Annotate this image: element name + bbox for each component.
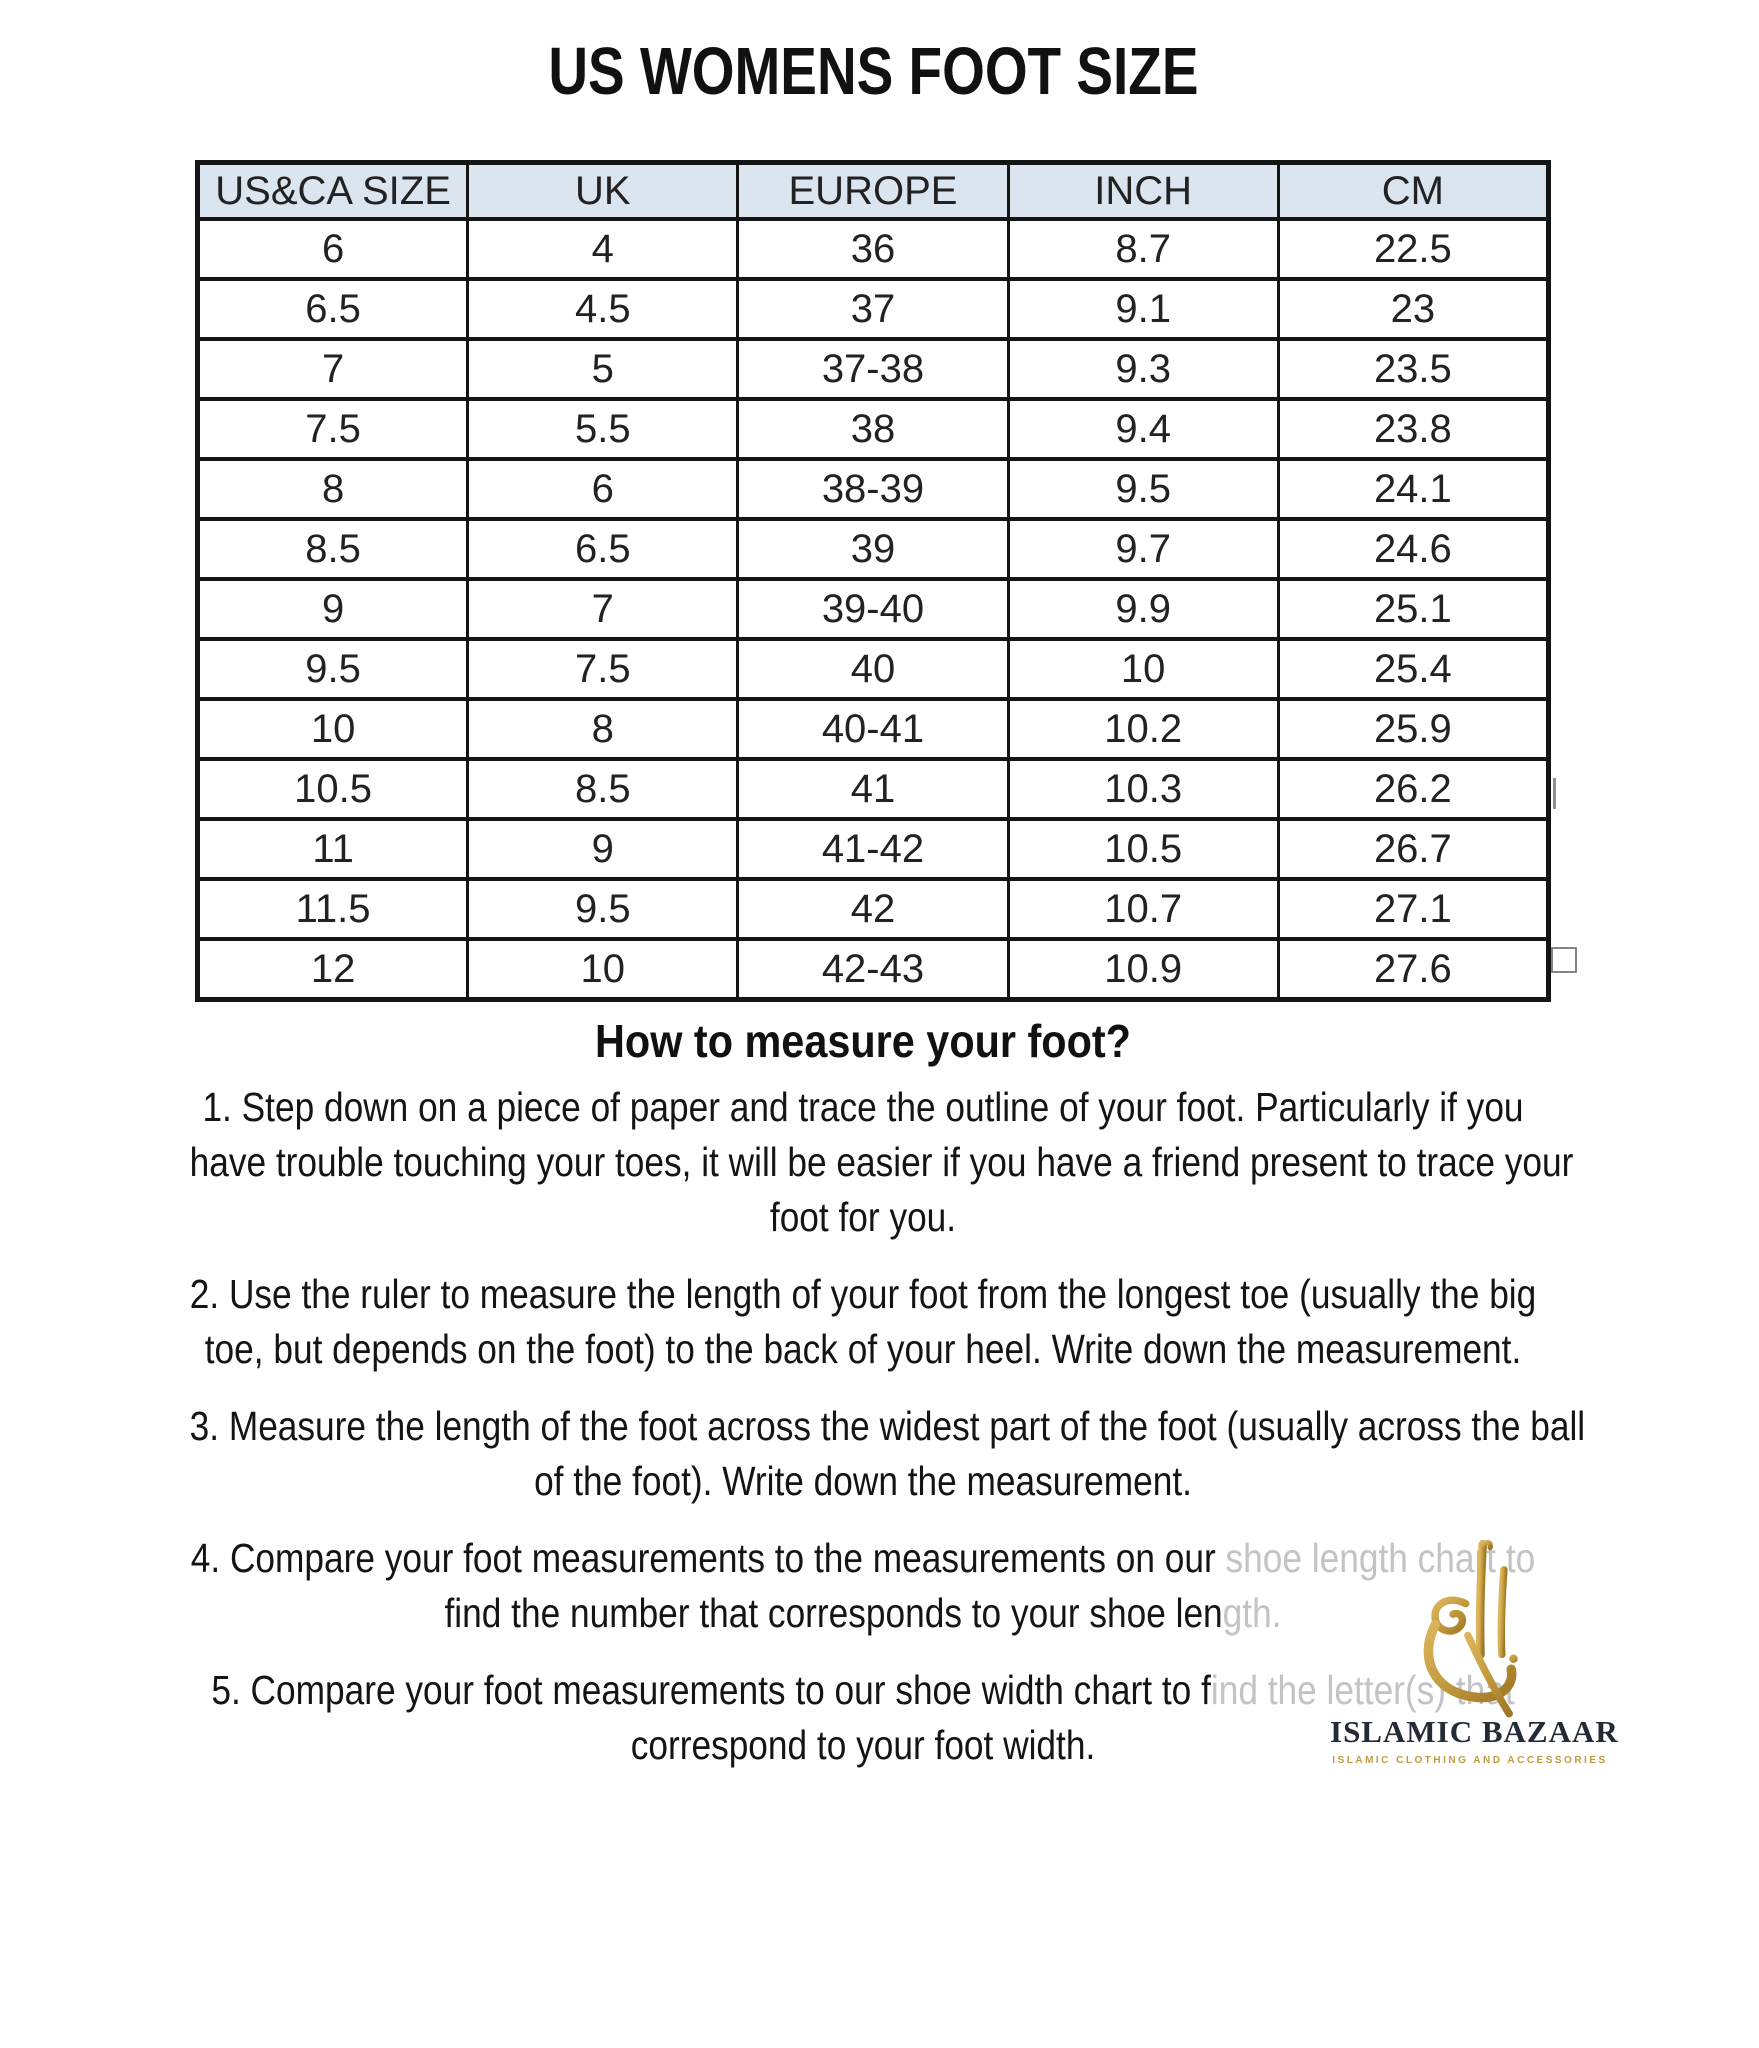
size-table-cell: 23.5 xyxy=(1278,339,1548,399)
size-table-cell: 5.5 xyxy=(468,399,738,459)
arabic-calligraphy-icon xyxy=(1405,1538,1535,1718)
page-title-text: US WOMENS FOOT SIZE xyxy=(547,34,1199,109)
size-table-cell: 9.5 xyxy=(1008,459,1278,519)
size-table-cell: 7 xyxy=(468,579,738,639)
size-table-row xyxy=(198,939,1549,1000)
size-table-cell: 11.5 xyxy=(198,879,468,939)
size-table-cell: 9.1 xyxy=(1008,279,1278,339)
size-table-cell: 25.9 xyxy=(1278,699,1548,759)
size-table-cell: 10.3 xyxy=(1008,759,1278,819)
size-table-row xyxy=(198,339,1549,399)
instruction-text-faded: shoe length chart to xyxy=(1225,1535,1536,1581)
size-table-row xyxy=(198,639,1549,699)
size-table-cell: 25.1 xyxy=(1278,579,1548,639)
brand-tagline: ISLAMIC CLOTHING AND ACCESSORIES xyxy=(1332,1755,1608,1766)
size-table-cell: 40 xyxy=(738,639,1008,699)
instruction-line xyxy=(189,1399,1586,1454)
size-table-head xyxy=(198,163,1549,220)
size-table-cell: 9.9 xyxy=(1008,579,1278,639)
size-table-cell: 10 xyxy=(1008,639,1278,699)
size-table-cell: 8 xyxy=(468,699,738,759)
instruction-line xyxy=(190,1454,1537,1509)
instruction-text: find the number that corresponds to your shoe len xyxy=(444,1590,1223,1636)
size-table-cell: 9.5 xyxy=(198,639,468,699)
size-table-row xyxy=(198,879,1549,939)
size-table-cell: 8 xyxy=(198,459,468,519)
instruction-text: 2. Use the ruler to measure the length of your foot from the longest toe (usually the big xyxy=(189,1271,1537,1317)
size-table-cell: 40-41 xyxy=(738,699,1008,759)
size-table-row xyxy=(198,759,1549,819)
size-table-cell: 7.5 xyxy=(198,399,468,459)
instruction-line xyxy=(190,1080,1537,1135)
size-table-header-row xyxy=(198,163,1549,220)
size-table-row xyxy=(198,519,1549,579)
size-table-cell: 7.5 xyxy=(468,639,738,699)
size-table-cell: 23 xyxy=(1278,279,1548,339)
brand-name: ISLAMIC BAZAAR xyxy=(1330,1714,1619,1749)
size-table-cell: 5 xyxy=(468,339,738,399)
size-conversion-table xyxy=(195,160,1551,1002)
size-table-cell: 8.5 xyxy=(198,519,468,579)
text-cursor-artifact xyxy=(1553,778,1556,809)
instruction-line xyxy=(190,1190,1537,1245)
size-table-header-cell: CM xyxy=(1278,163,1548,220)
size-table-cell: 6.5 xyxy=(198,279,468,339)
size-table-cell: 23.8 xyxy=(1278,399,1548,459)
resize-handle-artifact xyxy=(1551,947,1577,973)
instruction-text: foot for you. xyxy=(769,1194,957,1240)
size-table-cell: 39 xyxy=(738,519,1008,579)
instruction-text-faded: ind the letter(s) that xyxy=(1210,1667,1515,1713)
size-table-cell: 10.9 xyxy=(1008,939,1278,1000)
page-title xyxy=(195,36,1551,108)
size-table-cell: 9.7 xyxy=(1008,519,1278,579)
size-table-cell: 37-38 xyxy=(738,339,1008,399)
size-table-cell: 26.2 xyxy=(1278,759,1548,819)
size-table-row xyxy=(198,819,1549,879)
instruction-text: toe, but depends on the foot) to the back of your heel. Write down the measurement. xyxy=(204,1326,1522,1372)
instruction-text: 1. Step down on a piece of paper and trace the outline of your foot. Particularly if you xyxy=(202,1084,1524,1130)
instruction-text: 3. Measure the length of the foot across the widest part of the foot (usually across the ball xyxy=(189,1403,1586,1449)
instruction-line xyxy=(190,1322,1537,1377)
instruction-text: of the foot). Write down the measurement. xyxy=(534,1458,1192,1504)
instruction-text: 5. Compare your foot measurements to our shoe width chart to f xyxy=(211,1667,1211,1713)
size-table-header-cell: US&CA SIZE xyxy=(198,163,468,220)
size-table-cell: 22.5 xyxy=(1278,219,1548,279)
size-table-cell: 37 xyxy=(738,279,1008,339)
size-table-row xyxy=(198,699,1549,759)
size-table-cell: 24.1 xyxy=(1278,459,1548,519)
size-table-cell: 6.5 xyxy=(468,519,738,579)
size-table-cell: 39-40 xyxy=(738,579,1008,639)
instruction-line xyxy=(189,1135,1574,1190)
instruction-text-faded: gth. xyxy=(1222,1590,1282,1636)
size-table-cell: 42 xyxy=(738,879,1008,939)
size-table-cell: 10.5 xyxy=(1008,819,1278,879)
size-table-cell: 10 xyxy=(468,939,738,1000)
size-table-cell: 9.3 xyxy=(1008,339,1278,399)
size-table-cell: 24.6 xyxy=(1278,519,1548,579)
size-table-cell: 7 xyxy=(198,339,468,399)
size-table-row xyxy=(198,279,1549,339)
size-table-cell: 27.6 xyxy=(1278,939,1548,1000)
instructions-heading: How to measure your foot? xyxy=(595,1015,1131,1067)
instruction-text: have trouble touching your toes, it will be easier if you have a friend present to trace your xyxy=(189,1139,1574,1185)
size-table-cell: 10.2 xyxy=(1008,699,1278,759)
instruction-step xyxy=(80,1399,1646,1509)
size-table-header-cell: UK xyxy=(468,163,738,220)
size-table-row xyxy=(198,579,1549,639)
instruction-line xyxy=(190,1267,1537,1322)
brand-watermark xyxy=(1330,1538,1619,1766)
size-table-row xyxy=(198,219,1549,279)
size-table-cell: 8.7 xyxy=(1008,219,1278,279)
size-table-cell: 10 xyxy=(198,699,468,759)
size-table-cell: 8.5 xyxy=(468,759,738,819)
size-table-cell: 38 xyxy=(738,399,1008,459)
size-table-cell: 6 xyxy=(468,459,738,519)
size-table-cell: 41 xyxy=(738,759,1008,819)
size-table-header-cell: INCH xyxy=(1008,163,1278,220)
size-table-header-cell: EUROPE xyxy=(738,163,1008,220)
size-table-cell: 26.7 xyxy=(1278,819,1548,879)
size-table-cell: 4 xyxy=(468,219,738,279)
size-table-cell: 27.1 xyxy=(1278,879,1548,939)
size-table-cell: 41-42 xyxy=(738,819,1008,879)
size-table-cell: 25.4 xyxy=(1278,639,1548,699)
size-table-cell: 12 xyxy=(198,939,468,1000)
size-table-cell: 10.7 xyxy=(1008,879,1278,939)
size-table-cell: 38-39 xyxy=(738,459,1008,519)
size-table-cell: 42-43 xyxy=(738,939,1008,1000)
size-table-body xyxy=(198,219,1549,1000)
instruction-step xyxy=(80,1267,1646,1377)
size-table-cell: 36 xyxy=(738,219,1008,279)
size-table-cell: 4.5 xyxy=(468,279,738,339)
instruction-step xyxy=(80,1080,1646,1245)
size-table-row xyxy=(198,459,1549,519)
size-table-cell: 9 xyxy=(198,579,468,639)
size-table-row xyxy=(198,399,1549,459)
size-table-cell: 9.5 xyxy=(468,879,738,939)
size-table-cell: 10.5 xyxy=(198,759,468,819)
instruction-text: 4. Compare your foot measurements to the measurements on our xyxy=(190,1535,1226,1581)
size-table-cell: 9.4 xyxy=(1008,399,1278,459)
size-table-cell: 11 xyxy=(198,819,468,879)
size-table-cell: 9 xyxy=(468,819,738,879)
instruction-text: correspond to your foot width. xyxy=(630,1722,1096,1768)
size-table-cell: 6 xyxy=(198,219,468,279)
